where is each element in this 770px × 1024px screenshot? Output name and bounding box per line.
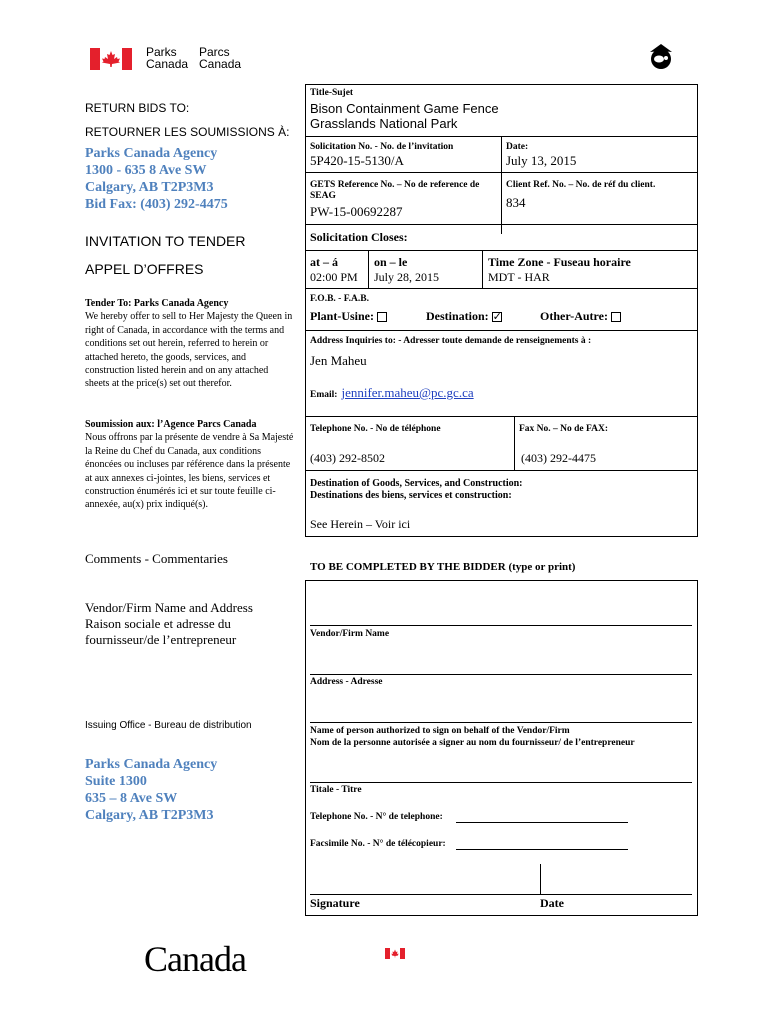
- destination-checkbox[interactable]: [492, 312, 502, 322]
- on-label: on – le: [374, 255, 408, 269]
- other-option[interactable]: [540, 309, 621, 324]
- return-address-line: Calgary, AB T2P3M3: [85, 180, 214, 195]
- date-sign-label: Date: [540, 896, 564, 910]
- divider: [482, 250, 483, 288]
- fob-label: F.O.B. - F.A.B.: [310, 294, 369, 304]
- email-row: [310, 384, 474, 402]
- title-line: Grasslands National Park: [310, 116, 458, 131]
- parks-en-line1: Parks: [146, 45, 177, 59]
- date-label: Date:: [506, 142, 529, 152]
- tender-to-body: We hereby offer to sell to Her Majesty the Queen in right of Canada, in accordance with the terms and conditions set out herein, referred to herein or attached hereto, the goods, services, and construction listed herein and on any attached sheets at the price(s) set out therefor.: [85, 311, 293, 390]
- return-address-line: Bid Fax: (403) 292-4475: [85, 197, 228, 212]
- beaver-emblem-icon: [646, 42, 676, 72]
- canada-wordmark: [144, 939, 246, 979]
- vendor-firm-line: Vendor/Firm Name and Address: [85, 600, 253, 615]
- authorized-label: [310, 725, 635, 749]
- issuing-address-line: Calgary, AB T2P3M3: [85, 808, 214, 823]
- issuing-office-label: Issuing Office - Bureau de distribution: [85, 720, 252, 731]
- dest-goods-line: Destination of Goods, Services, and Construction:: [310, 478, 523, 489]
- canada-flag-icon: [90, 48, 132, 70]
- title-value: [310, 101, 499, 131]
- authorized-line: Name of person authorized to sign on behalf of the Vendor/Firm: [310, 726, 570, 736]
- divider: [501, 136, 502, 234]
- soumission-body: Nous offrons par la présente de vendre à Sa Majesté la Reine du Chef du Canada, aux conditions énoncées ou incluses par référence dans la présente at aux annexes ci-jointes, les biens, services et construction énumérés ici et sur toute feuille ci-annexée, au(x) prix indiqué(s).: [85, 432, 294, 511]
- soumission-block: [85, 418, 297, 512]
- issuing-address-line: Parks Canada Agency: [85, 757, 218, 772]
- contact-name: Jen Maheu: [310, 353, 367, 368]
- phone-value: (403) 292-8502: [310, 451, 385, 465]
- issuing-address: [85, 756, 217, 824]
- divider: [514, 416, 515, 470]
- title-label: Title-Sujet: [310, 88, 354, 98]
- client-value: 834: [506, 195, 526, 210]
- issuing-address-line: 635 – 8 Ave SW: [85, 791, 178, 806]
- address-line[interactable]: [310, 674, 692, 675]
- fax-label: Fax No. – No de FAX:: [519, 424, 609, 434]
- divider: [305, 470, 698, 471]
- plant-checkbox[interactable]: [377, 312, 387, 322]
- authorized-name-line[interactable]: [310, 722, 692, 723]
- issuing-address-line: Suite 1300: [85, 774, 147, 789]
- parcs-fr-line2: Canada: [199, 57, 242, 71]
- title-input-line[interactable]: [310, 782, 692, 783]
- titale-label: Titale - Titre: [310, 785, 362, 795]
- comments-label: Comments - Commentaries: [85, 551, 228, 566]
- bidder-heading: TO BE COMPLETED BY THE BIDDER (type or print): [310, 561, 576, 573]
- canada-wordmark-text: Canada: [144, 939, 246, 979]
- parks-canada-logo: [90, 46, 250, 74]
- divider: [305, 224, 698, 225]
- return-bids-label: RETURN BIDS TO:: [85, 101, 190, 115]
- solicitation-label: Solicitation No. - No. de l’invitation: [310, 142, 454, 152]
- other-checkbox[interactable]: [611, 312, 621, 322]
- vendor-firm-label: [85, 600, 253, 648]
- client-label: Client Ref. No. – No. de réf du client.: [506, 180, 656, 190]
- facsimile-label: Facsimile No. - N° de télécopieur:: [310, 839, 446, 849]
- email-label: Email:: [310, 390, 338, 400]
- divider: [368, 250, 369, 288]
- email-link[interactable]: jennifer.maheu@pc.gc.ca: [341, 385, 474, 400]
- gets-value: PW-15-00692287: [310, 204, 403, 219]
- title-line: Bison Containment Game Fence: [310, 101, 499, 116]
- parks-en-label: [146, 46, 188, 70]
- destination-label: Destination:: [426, 309, 489, 323]
- closes-label: Solicitation Closes:: [310, 230, 408, 244]
- vendor-firm-name-label: Vendor/Firm Name: [310, 629, 390, 639]
- appel-heading: APPEL D’OFFRES: [85, 261, 204, 277]
- authorized-line: Nom de la personne autorisée a signer au nom du fournisseur/ de l’entrepreneur: [310, 738, 635, 748]
- destination-option[interactable]: [426, 309, 502, 324]
- return-address: [85, 145, 228, 213]
- divider: [305, 250, 698, 251]
- dest-goods-label: [310, 478, 523, 502]
- plant-label: Plant-Usine:: [310, 309, 374, 323]
- parks-en-line2: Canada: [146, 57, 189, 71]
- plant-option[interactable]: [310, 309, 387, 324]
- phone-label: Telephone No. - No de téléphone: [310, 424, 441, 434]
- divider: [305, 288, 698, 289]
- tender-to-block: [85, 297, 295, 391]
- address-label: Address - Adresse: [310, 677, 383, 687]
- invitation-heading: INVITATION TO TENDER: [85, 233, 246, 249]
- signature-label: Signature: [310, 896, 360, 910]
- at-value: 02:00 PM: [310, 270, 358, 284]
- divider: [305, 330, 698, 331]
- wordmark-flag-icon: [385, 948, 405, 959]
- divider: [540, 864, 541, 894]
- vendor-firm-line: Raison sociale et adresse du: [85, 616, 231, 631]
- facsimile-input-line[interactable]: [456, 849, 628, 850]
- dest-goods-line: Destinations des biens, services et construction:: [310, 490, 512, 501]
- parcs-fr-line1: Parcs: [199, 45, 230, 59]
- at-label: at – á: [310, 255, 338, 269]
- vendor-firm-line: fournisseur/de l’entrepreneur: [85, 632, 237, 647]
- return-address-line: 1300 - 635 8 Ave SW: [85, 163, 207, 178]
- date-value: July 13, 2015: [506, 153, 577, 168]
- on-value: July 28, 2015: [374, 270, 440, 284]
- parcs-fr-label: [199, 46, 241, 70]
- tz-label: Time Zone - Fuseau horaire: [488, 255, 631, 269]
- telephone-input-line[interactable]: [456, 822, 628, 823]
- other-label: Other-Autre:: [540, 309, 608, 323]
- tender-to-title: Tender To: Parks Canada Agency: [85, 298, 229, 309]
- telephone-label: Telephone No. - N° de telephone:: [310, 812, 443, 822]
- vendor-firm-name-line[interactable]: [310, 625, 692, 626]
- tz-value: MDT - HAR: [488, 270, 550, 284]
- see-herein: See Herein – Voir ici: [310, 517, 411, 531]
- fax-value: (403) 292-4475: [521, 451, 596, 465]
- divider: [305, 416, 698, 417]
- signature-line[interactable]: [310, 894, 692, 895]
- soumission-title: Soumission aux: l’Agence Parcs Canada: [85, 419, 257, 430]
- solicitation-value: 5P420-15-5130/A: [310, 153, 404, 168]
- divider: [305, 172, 698, 173]
- return-address-line: Parks Canada Agency: [85, 146, 218, 161]
- retourner-label: RETOURNER LES SOUMISSIONS À:: [85, 125, 290, 139]
- inquiries-label: Address Inquiries to: - Adresser toute demande de renseignements à :: [310, 336, 592, 346]
- gets-label: GETS Reference No. – No de reference de SEAG: [310, 180, 480, 201]
